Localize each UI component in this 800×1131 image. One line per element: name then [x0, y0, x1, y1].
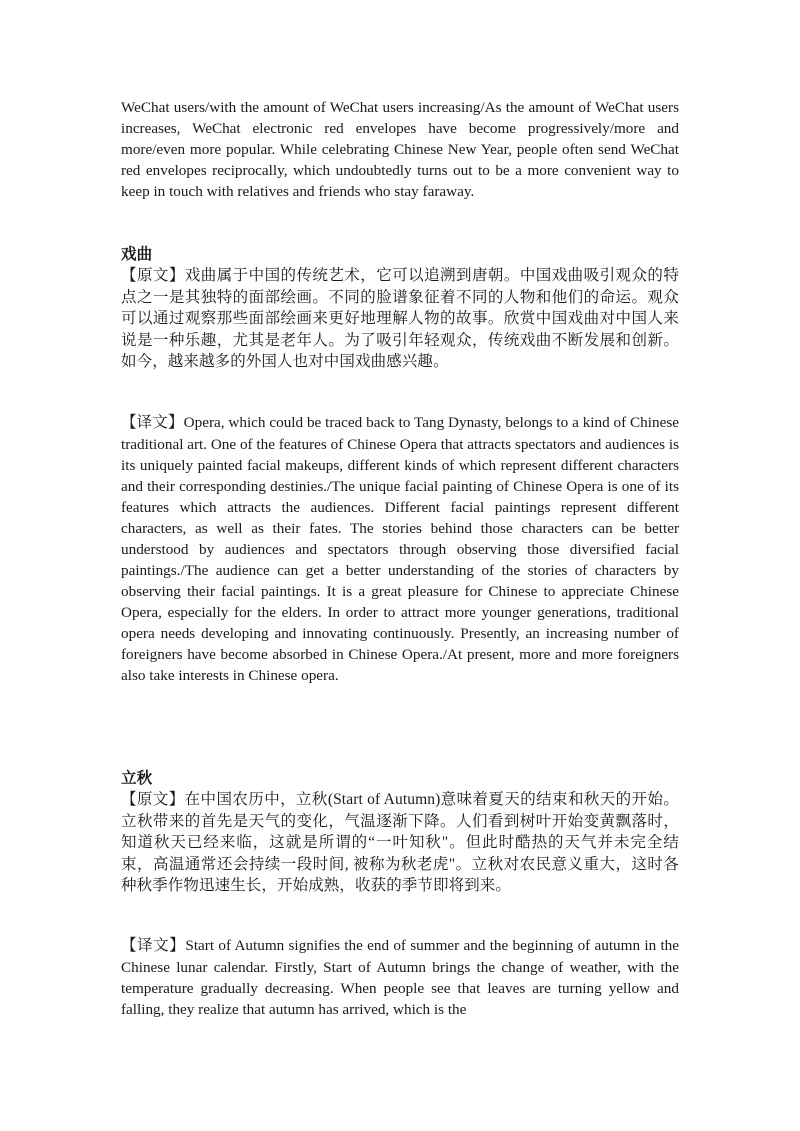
autumn-translation-paragraph — [121, 935, 679, 1020]
autumn-translation-tag: 【译文】 — [121, 937, 186, 954]
opera-original-text: 戏曲属于中国的传统艺术，它可以追溯到唐朝。中国戏曲吸引观众的特点之一是其独特的面部绘画。不同的脸谱象征着不同的人物和他们的命运。观众可以通过观察那些面部绘画来更好地理解人物的故事。欣赏中国戏曲对中国人来说是一种乐趣，尤其是老年人。为了吸引年轻观众，传统戏曲不断发展和创新。如今，越来越多的外国人也对中国戏曲感兴趣。 — [121, 267, 679, 370]
opera-original-paragraph — [121, 265, 679, 373]
autumn-original-tag: 【原文】 — [121, 791, 185, 808]
opera-translation-text: Opera, which could be traced back to Tang Dynasty, belongs to a kind of Chinese traditional art. One of the features of Chinese Opera that attracts spectators and audiences is its uniquely painted facial makeups, different kinds of which represent different characters and their corresponding destinies./The unique facial painting of Chinese Opera is one of its features which attracts the audiences. Different facial paintings represent different characters, as well as their fates. The stories behind those characters can be better understood by audiences and spectators through observing those diversified facial paintings./The audience can get a better understanding of the stories of characters by observing their facial paintings. It is a great pleasure for Chinese to appreciate Chinese Opera, especially for the elders. In order to attract more younger generations, traditional opera needs developing and innovating continuously. Presently, an increasing number of foreigners have become absorbed in Chinese Opera./At present, more and more foreigners also take interests in Chinese opera. — [121, 414, 679, 684]
autumn-translation-text: Start of Autumn signifies the end of summer and the beginning of autumn in the Chinese lunar calendar. Firstly, Start of Autumn brings the change of weather, with the temperature gradually decreasing. When people see that leaves are turning yellow and falling, they realize that autumn has arrived, which is the — [121, 937, 680, 1018]
opera-translation-paragraph — [121, 412, 679, 686]
autumn-original-text: 在中国农历中，立秋(Start of Autumn)意味着夏天的结束和秋天的开始。立秋带来的首先是天气的变化，气温逐渐下降。人们看到树叶开始变黄飘落时，知道秋天已经来临，这就是所谓的“一叶知秋"。但此时酷热的天气并未完全结束，高温通常还会持续一段时间, 被称为秋老虎"。立秋对农民意义重大，这时各种秋季作物迅速生长，开始成熟，收获的季节即将到来。 — [121, 791, 679, 894]
opera-translation-tag: 【译文】 — [121, 414, 184, 431]
opera-original-tag: 【原文】 — [121, 267, 185, 284]
autumn-heading: 立秋 — [121, 770, 153, 787]
intro-translation-paragraph: WeChat users/with the amount of WeChat users increasing/As the amount of WeChat users increases, WeChat electronic red envelopes have become progressively/more and more/even more popular. While celebrating Chinese New Year, people often send WeChat red envelopes reciprocally, which undoubtedly turns out to be a more convenient way to keep in touch with relatives and friends who stay faraway. — [121, 99, 679, 200]
opera-heading: 戏曲 — [121, 246, 153, 263]
autumn-original-paragraph — [121, 789, 679, 897]
